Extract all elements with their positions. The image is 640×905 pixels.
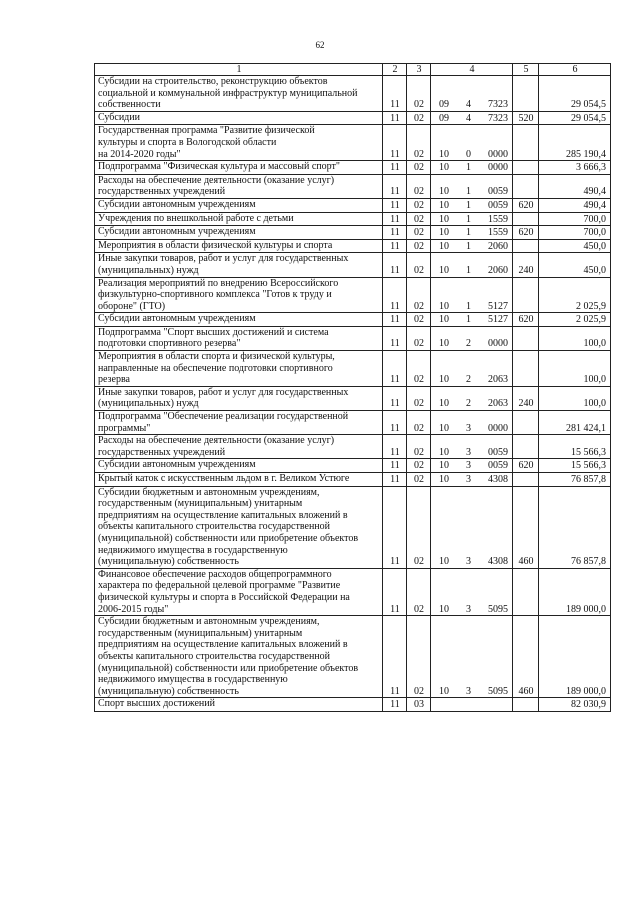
direction-code: 5127 [488,300,508,312]
expense-type-code [513,568,539,615]
target-article-code [431,212,513,226]
amount: 76 857,8 [539,486,611,568]
target-article-code [431,435,513,459]
expense-type-code: 620 [513,313,539,327]
direction-code: 7323 [488,112,508,124]
program-code: 10 [439,556,449,568]
program-code: 10 [439,162,449,174]
row-name: Подпрограмма "Физическая культура и массовый спорт" [95,161,383,175]
subprogram-code: 1 [466,199,471,211]
subprogram-code: 3 [466,446,471,458]
table-row [95,473,611,487]
subsection-code: 02 [407,473,431,487]
row-name: Реализация мероприятий по внедрению Всероссийского физкультурно-спортивного комплекса "Готов к труду и обороне" (ГТО) [95,277,383,313]
target-article-code [431,313,513,327]
subprogram-code: 2 [466,338,471,350]
target-article-code [431,326,513,350]
target-article-code [431,277,513,313]
row-name: Расходы на обеспечение деятельности (оказание услуг) государственных учреждений [95,174,383,198]
row-name: Субсидии [95,111,383,125]
subsection-code: 02 [407,198,431,212]
subprogram-code: 3 [466,474,471,485]
table-row [95,277,611,313]
direction-code: 0000 [488,148,508,160]
direction-code: 2063 [488,398,508,410]
direction-code: 4308 [488,474,508,485]
direction-code: 4308 [488,556,508,568]
subprogram-code: 2 [466,374,471,386]
program-code: 10 [439,314,449,326]
section-code: 11 [383,473,407,487]
table-row [95,253,611,277]
expense-type-code [513,351,539,387]
target-article-code [431,125,513,161]
row-name: Субсидии бюджетным и автономным учреждениям, государственным (муниципальным) унитарным предприятиям на осуществление капитальных вложений в объекты капитального строительства государственной (муниципальной) собственности или приобретение объектов недвижимого имущества в государственную (муниципальную) собственность [95,486,383,568]
expense-type-code: 620 [513,226,539,240]
row-name: Мероприятия в области спорта и физической культуры, направленные на обеспечение подготовки спортивного резерва [95,351,383,387]
row-name: Расходы на обеспечение деятельности (оказание услуг) государственных учреждений [95,435,383,459]
target-article-code [431,174,513,198]
target-article-code [431,459,513,473]
amount: 281 424,1 [539,411,611,435]
subsection-code: 02 [407,326,431,350]
table-row [95,616,611,698]
amount: 189 000,0 [539,568,611,615]
section-code: 11 [383,351,407,387]
target-article-code [431,411,513,435]
target-article-code [431,76,513,112]
subprogram-code: 4 [466,99,471,111]
expense-type-code [513,125,539,161]
direction-code: 7323 [488,99,508,111]
table-row [95,174,611,198]
subprogram-code: 1 [466,314,471,326]
subsection-code: 02 [407,226,431,240]
direction-code: 1559 [488,213,508,225]
row-name: Иные закупки товаров, работ и услуг для государственных (муниципальных) нужд [95,253,383,277]
amount: 76 857,8 [539,473,611,487]
program-code: 10 [439,264,449,276]
table-row [95,111,611,125]
target-article-code [431,226,513,240]
expense-type-code [513,212,539,226]
amount: 100,0 [539,326,611,350]
expense-type-code [513,174,539,198]
amount: 15 566,3 [539,459,611,473]
target-article-code [431,568,513,615]
table-row [95,386,611,410]
expense-type-code: 620 [513,459,539,473]
direction-code: 0000 [488,162,508,174]
target-article-code [431,486,513,568]
subprogram-code: 1 [466,240,471,252]
subprogram-code: 4 [466,112,471,124]
amount: 490,4 [539,174,611,198]
amount: 2 025,9 [539,277,611,313]
program-code: 10 [439,374,449,386]
expense-type-code: 240 [513,386,539,410]
table-row [95,76,611,112]
amount: 3 666,3 [539,161,611,175]
section-code: 11 [383,174,407,198]
subprogram-code: 3 [466,685,471,697]
program-code: 10 [439,398,449,410]
table-row [95,568,611,615]
table-row [95,239,611,253]
program-code: 10 [439,603,449,615]
subsection-code: 02 [407,486,431,568]
table-row [95,698,611,712]
subprogram-code: 3 [466,422,471,434]
section-code: 11 [383,111,407,125]
expense-type-code [513,326,539,350]
expense-type-code: 620 [513,198,539,212]
header-cell: 3 [407,64,431,76]
header-cell: 6 [539,64,611,76]
subprogram-code: 1 [466,213,471,225]
budget-table [94,63,611,712]
subsection-code: 02 [407,212,431,226]
direction-code: 5095 [488,685,508,697]
target-article-code [431,239,513,253]
header-cell: 4 [431,64,513,76]
amount: 285 190,4 [539,125,611,161]
subsection-code: 02 [407,239,431,253]
target-article-code [431,616,513,698]
subsection-code: 02 [407,568,431,615]
row-name: Субсидии бюджетным и автономным учреждениям, государственным (муниципальным) унитарным предприятиям на осуществление капитальных вложений в объекты капитального строительства государственной (муниципальной) собственности или приобретение объектов недвижимого имущества в государственную (муниципальную) собственность [95,616,383,698]
subsection-code: 02 [407,435,431,459]
table-row [95,411,611,435]
subsection-code: 02 [407,459,431,473]
subsection-code: 02 [407,76,431,112]
section-code: 11 [383,161,407,175]
table-row [95,459,611,473]
table-row [95,313,611,327]
table-row [95,226,611,240]
table-row [95,435,611,459]
subprogram-code: 3 [466,460,471,472]
subsection-code: 02 [407,386,431,410]
subsection-code: 02 [407,616,431,698]
row-name: Финансовое обеспечение расходов общепрограммного характера по федеральной целевой программе "Развитие физической культуры и спорта в Российской Федерации на 2006-2015 годы" [95,568,383,615]
amount: 82 030,9 [539,698,611,712]
row-name: Субсидии автономным учреждениям [95,459,383,473]
row-name: Подпрограмма "Спорт высших достижений и система подготовки спортивного резерва" [95,326,383,350]
header-row [95,64,611,76]
subsection-code: 02 [407,125,431,161]
program-code: 10 [439,213,449,225]
header-cell: 2 [383,64,407,76]
section-code: 11 [383,568,407,615]
subprogram-code: 1 [466,186,471,198]
header-cell: 1 [95,64,383,76]
amount: 490,4 [539,198,611,212]
amount: 450,0 [539,239,611,253]
program-code: 10 [439,474,449,485]
subsection-code: 03 [407,698,431,712]
direction-code: 0059 [488,186,508,198]
section-code: 11 [383,459,407,473]
direction-code: 0059 [488,199,508,211]
direction-code: 0000 [488,422,508,434]
section-code: 11 [383,212,407,226]
subprogram-code: 1 [466,300,471,312]
subprogram-code: 2 [466,398,471,410]
subsection-code: 02 [407,111,431,125]
section-code: 11 [383,226,407,240]
expense-type-code [513,239,539,253]
subsection-code: 02 [407,313,431,327]
program-code: 09 [439,99,449,111]
program-code: 10 [439,227,449,239]
section-code: 11 [383,486,407,568]
target-article-code [431,698,513,712]
amount: 100,0 [539,351,611,387]
direction-code: 2060 [488,264,508,276]
target-article-code [431,253,513,277]
program-code: 10 [439,186,449,198]
expense-type-code: 240 [513,253,539,277]
section-code: 11 [383,198,407,212]
subprogram-code: 3 [466,556,471,568]
subprogram-code: 1 [466,227,471,239]
expense-type-code [513,698,539,712]
row-name: Спорт высших достижений [95,698,383,712]
direction-code: 5095 [488,603,508,615]
row-name: Крытый каток с искусственным льдом в г. Великом Устюге [95,473,383,487]
row-name: Подпрограмма "Обеспечение реализации государственной программы" [95,411,383,435]
subsection-code: 02 [407,161,431,175]
subprogram-code: 3 [466,603,471,615]
amount: 29 054,5 [539,76,611,112]
table-row [95,161,611,175]
table-row [95,486,611,568]
subsection-code: 02 [407,174,431,198]
target-article-code [431,473,513,487]
section-code: 11 [383,313,407,327]
amount: 29 054,5 [539,111,611,125]
section-code: 11 [383,386,407,410]
table-row [95,212,611,226]
program-code: 10 [439,460,449,472]
section-code: 11 [383,76,407,112]
row-name: Субсидии на строительство, реконструкцию объектов социальной и коммунальной инфраструктур муниципальной собственности [95,76,383,112]
expense-type-code [513,435,539,459]
direction-code: 2063 [488,374,508,386]
direction-code: 1559 [488,227,508,239]
direction-code: 0000 [488,338,508,350]
program-code: 10 [439,446,449,458]
section-code: 11 [383,698,407,712]
section-code: 11 [383,125,407,161]
row-name: Учреждения по внешкольной работе с детьми [95,212,383,226]
program-code: 10 [439,338,449,350]
expense-type-code: 460 [513,486,539,568]
section-code: 11 [383,616,407,698]
program-code: 10 [439,685,449,697]
direction-code: 2060 [488,240,508,252]
program-code: 10 [439,422,449,434]
program-code: 10 [439,300,449,312]
direction-code: 0059 [488,446,508,458]
target-article-code [431,111,513,125]
target-article-code [431,161,513,175]
page-number: 62 [315,40,325,50]
section-code: 11 [383,326,407,350]
direction-code: 5127 [488,314,508,326]
header-cell: 5 [513,64,539,76]
section-code: 11 [383,277,407,313]
table-row [95,326,611,350]
subprogram-code: 0 [466,148,471,160]
section-code: 11 [383,253,407,277]
direction-code: 0059 [488,460,508,472]
table-row [95,198,611,212]
row-name: Субсидии автономным учреждениям [95,313,383,327]
subsection-code: 02 [407,351,431,387]
row-name: Мероприятия в области физической культуры и спорта [95,239,383,253]
row-name: Государственная программа "Развитие физической культуры и спорта в Вологодской области на 2014-2020 годы" [95,125,383,161]
amount: 189 000,0 [539,616,611,698]
program-code: 10 [439,148,449,160]
program-code: 10 [439,199,449,211]
target-article-code [431,351,513,387]
amount: 700,0 [539,212,611,226]
section-code: 11 [383,435,407,459]
subprogram-code: 1 [466,264,471,276]
expense-type-code [513,76,539,112]
subprogram-code: 1 [466,162,471,174]
subsection-code: 02 [407,411,431,435]
amount: 700,0 [539,226,611,240]
amount: 100,0 [539,386,611,410]
subsection-code: 02 [407,277,431,313]
program-code: 09 [439,112,449,124]
expense-type-code: 520 [513,111,539,125]
row-name: Субсидии автономным учреждениям [95,226,383,240]
section-code: 11 [383,239,407,253]
subsection-code: 02 [407,253,431,277]
expense-type-code [513,161,539,175]
table-row [95,125,611,161]
row-name: Субсидии автономным учреждениям [95,198,383,212]
table-row [95,351,611,387]
row-name: Иные закупки товаров, работ и услуг для государственных (муниципальных) нужд [95,386,383,410]
amount: 2 025,9 [539,313,611,327]
section-code: 11 [383,411,407,435]
expense-type-code [513,277,539,313]
target-article-code [431,198,513,212]
program-code: 10 [439,240,449,252]
amount: 450,0 [539,253,611,277]
target-article-code [431,386,513,410]
expense-type-code [513,473,539,487]
expense-type-code: 460 [513,616,539,698]
expense-type-code [513,411,539,435]
amount: 15 566,3 [539,435,611,459]
